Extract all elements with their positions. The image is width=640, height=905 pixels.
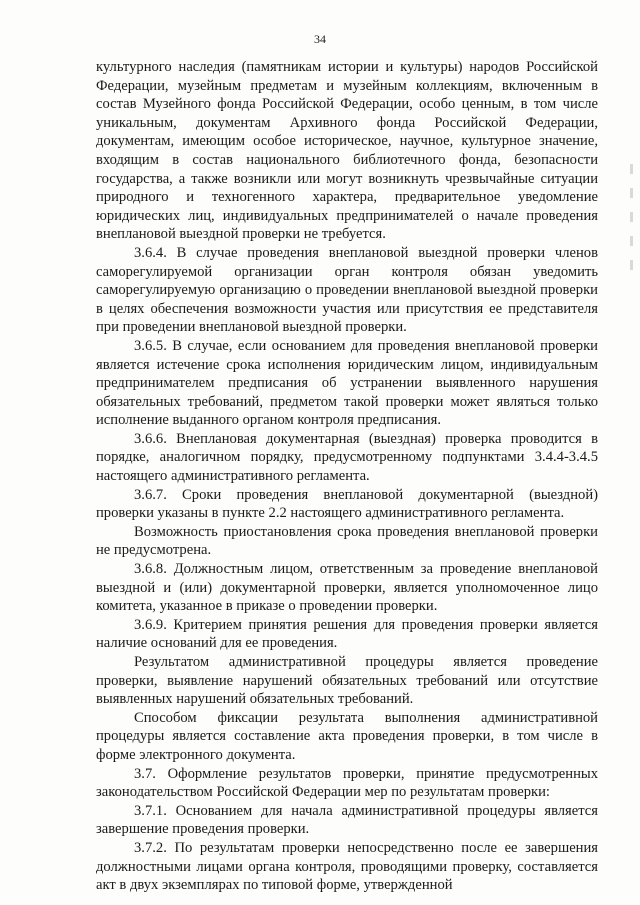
paragraph: Результатом административной процедуры является проведение проверки, выявление нарушений обязательных требований или отсутствие выявленных нарушений обязательных требований.	[96, 654, 598, 708]
paragraph: 3.7. Оформление результатов проверки, принятие предусмотренных законодательством Российской Федерации мер по результатам проверки:	[96, 765, 598, 801]
paragraph: Возможность приостановления срока проведения внеплановой проверки не предусмотрена.	[96, 523, 598, 559]
paragraph: 3.6.9. Критерием принятия решения для проведения проверки является наличие оснований для ее проведения.	[96, 616, 598, 652]
document-body	[96, 58, 598, 895]
paragraph: 3.6.4. В случае проведения внеплановой выездной проверки членов саморегулируемой организации орган контроля обязан уведомить саморегулируемую организацию о проведении внеплановой выездной проверки в целях обеспечения возможности участия или присутствия ее представителя при проведении внеплановой выездной проверки.	[96, 244, 598, 336]
paragraph: 3.7.2. По результатам проверки непосредственно после ее завершения должностными лицами органа контроля, проводящими проверку, составляется акт в двух экземплярах по типовой форме, утвержденной	[96, 839, 598, 894]
paragraph: 3.6.5. В случае, если основанием для проведения внеплановой проверки является истечение срока исполнения юридическим лицом, индивидуальным предпринимателем предписания об устранении выявленного нарушения обязательных требований, предметом такой проверки может являться только исполнение выданного органом контроля предписания.	[96, 337, 598, 429]
paragraph: 3.7.1. Основанием для начала административной процедуры является завершение проведения проверки.	[96, 802, 598, 838]
paragraph: 3.6.6. Внеплановая документарная (выездная) проверка проводится в порядке, аналогичном порядку, предусмотренному подпунктами 3.4.4-3.4.5 настоящего административного регламента.	[96, 430, 598, 485]
paragraph: культурного наследия (памятникам истории и культуры) народов Российской Федерации, музейным предметам и музейным коллекциям, включенным в состав Музейного фонда Российской Федерации, особо ценным, в том числе уникальным, документам Архивного фонда Российской Федерации, документам, имеющим особое историческое, научное, культурное значение, входящим в состав национального библиотечного фонда, безопасности государства, а также возникли или могут возникнуть чрезвычайные ситуации природного и техногенного характера, предварительное уведомление юридических лиц, индивидуальных предпринимателей о начале проведения внеплановой выездной проверки не требуется.	[96, 59, 598, 243]
page-number: 34	[314, 32, 326, 46]
scan-margin-marks	[628, 150, 636, 320]
paragraph: 3.6.8. Должностным лицом, ответственным за проведение внеплановой выездной и (или) документарной проверки, является уполномоченное лицо комитета, указанное в приказе о проведении проверки.	[96, 561, 598, 615]
paragraph: Способом фиксации результата выполнения административной процедуры является составление акта проведения проверки, в том числе в форме электронного документа.	[96, 709, 598, 763]
paragraph: 3.6.7. Сроки проведения внеплановой документарной (выездной) проверки указаны в пункте 2.2 настоящего административного регламента.	[96, 486, 598, 522]
